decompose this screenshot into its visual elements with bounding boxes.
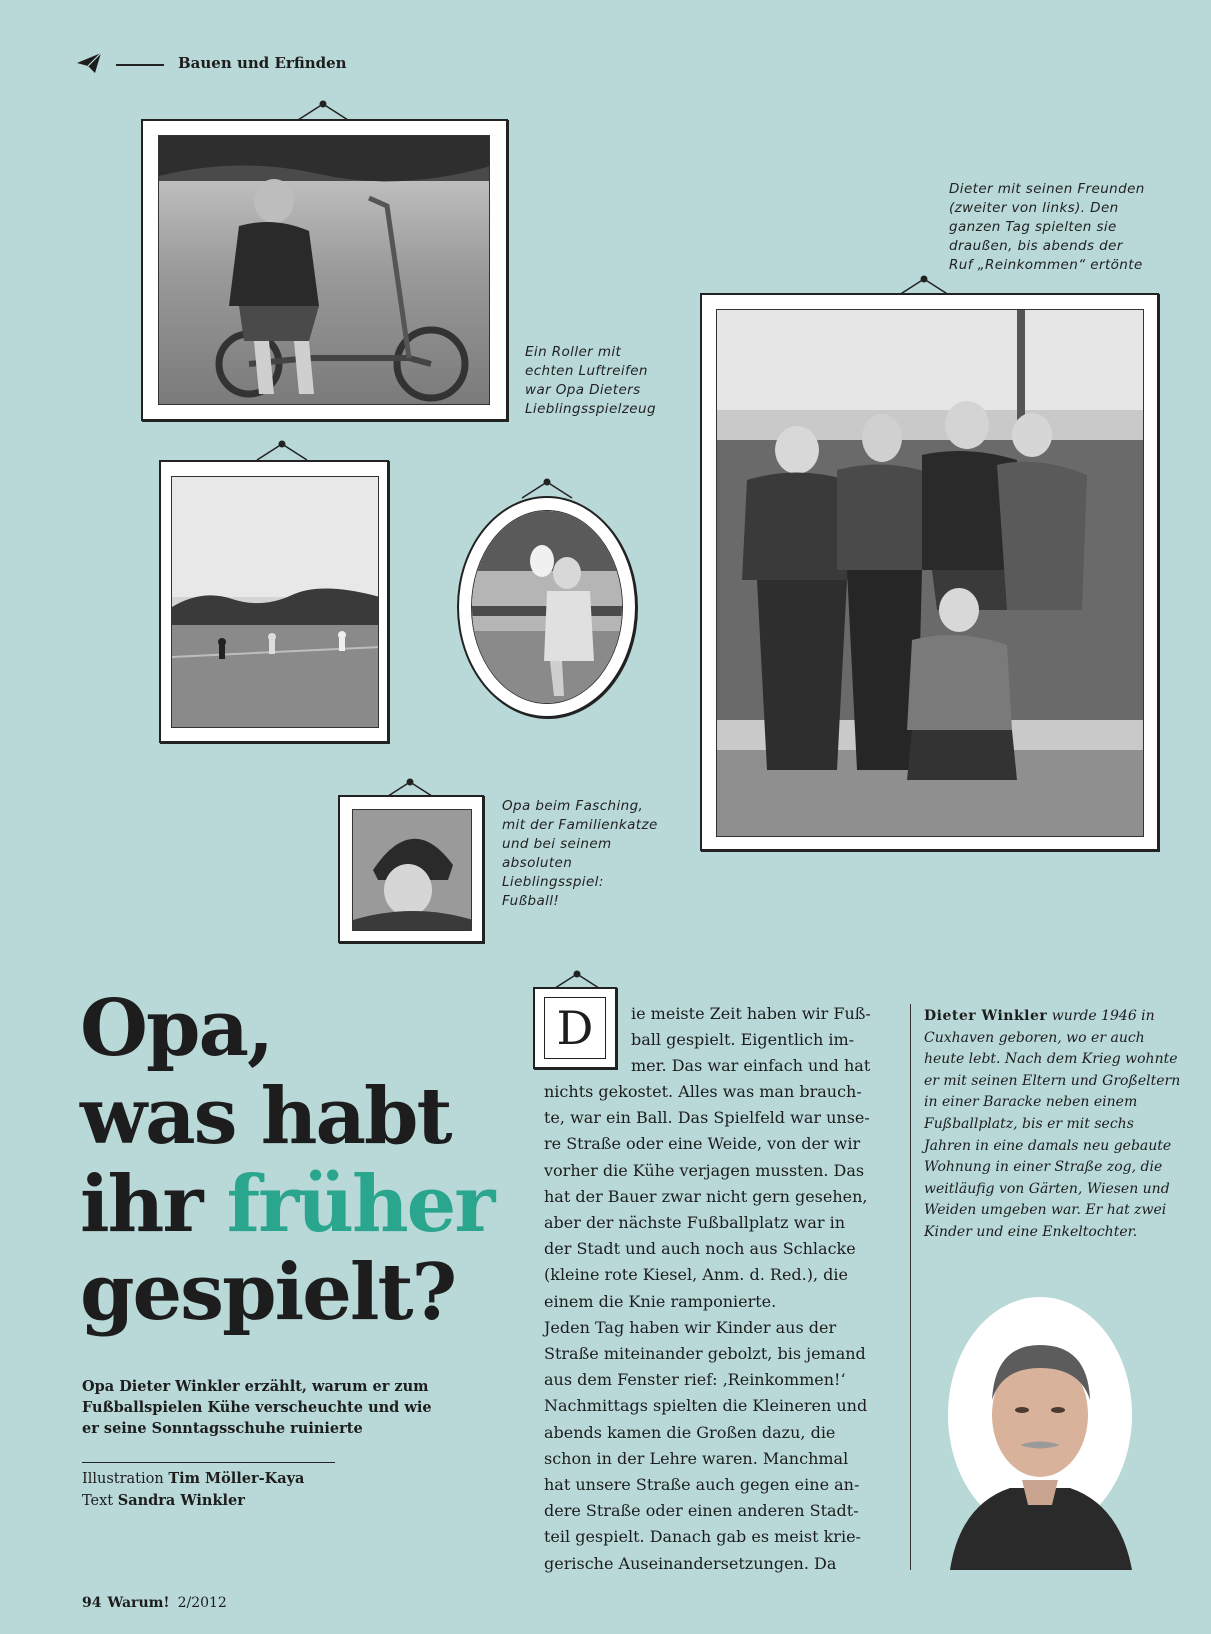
magazine-name: Warum! xyxy=(107,1595,170,1611)
lead-paragraph: Opa Dieter Winkler erzählt, warum er zum Fußballspielen Kühe verscheuchte und wie er seine Sonntagsschuhe ruinierte xyxy=(82,1378,432,1437)
caption-roller: Ein Roller mit echten Luftreifen war Opa Dieters Lieblingsspielzeug xyxy=(525,344,656,417)
bio-box: Dieter Winkler wurde 1946 in Cuxhaven geboren, wo er auch heute lebt. Nach dem Krieg wohnte er mit seinen Eltern und Großeltern in einer Baracke neben einem Fußballplatz, bis er mit sechs Jahren in eine damals neu gebaute Wohnung in einer Straße zog, die weitläufig von Gärten, Wiesen und Weiden umgeben war. Er hat zwei Kinder und eine Enkeltochter. xyxy=(924,1008,1181,1240)
photo-frame-scooter xyxy=(141,119,508,421)
caption-fasching: Opa beim Fasching, mit der Familienkatze und bei seinem absoluten Lieblingsspiel: Fußball! xyxy=(502,798,658,909)
article-body: nichts gekostet. Alles was man brauch- te, war ein Ball. Das Spielfeld war unse- re Straße oder eine Weide, von der wir vorher die Kühe verjagen mussten. Das hat der Bauer zwar nicht gern gesehen, aber der nächste Fußballplatz war in der Stadt und auch noch aus Schlacke (kleine rote Kiesel, Anm. d. Red.), die einem die Knie ramponierte. Jeden Tag haben wir Kinder aus der Straße miteinander gebolzt, bis jemand aus dem Fenster rief: ‚Reinkommen!‘ Nachmittags spielten die Kleineren und abends kamen die Großen dazu, die schon in der Lehre waren. Manchmal hat unsere Straße auch gegen eine an- dere Straße oder einen anderen Stadt- teil gespielt. Danach gab es meist krie- gerische Auseinandersetzungen. Da xyxy=(544,1082,870,1573)
page-number: 94 xyxy=(82,1595,102,1611)
photo-boy-on-scooter xyxy=(158,135,490,405)
credit-rule xyxy=(82,1462,335,1463)
issue-number: 2/2012 xyxy=(177,1595,227,1611)
dropcap-frame xyxy=(533,987,617,1069)
dropcap-letter: D xyxy=(544,997,606,1059)
photo-child-with-cat xyxy=(471,510,623,704)
article-first-lines: ie meiste Zeit haben wir Fuß- ball gespielt. Eigentlich im- mer. Das war einfach und hat xyxy=(631,1004,871,1076)
photo-fasching-child xyxy=(352,809,472,931)
photo-football-field xyxy=(171,476,379,728)
frame-hook xyxy=(255,440,309,462)
photo-dieter-with-friends xyxy=(716,309,1144,837)
section-title: Bauen und Erfinden xyxy=(178,54,347,72)
photo-frame-fasching xyxy=(338,795,484,943)
column-rule xyxy=(910,1004,911,1570)
headline-accent-word: früher xyxy=(226,1159,494,1250)
page-footer xyxy=(82,1595,227,1611)
photo-frame-friends xyxy=(700,293,1159,851)
photo-frame-field xyxy=(159,460,389,743)
headline: Opa, was habt ihr früher gespielt? xyxy=(80,983,494,1338)
header-rule xyxy=(116,64,164,66)
credits: Illustration Tim Möller-Kaya Text Sandra Winkler xyxy=(82,1470,305,1509)
photo-frame-cat xyxy=(457,496,637,718)
paper-plane-icon xyxy=(76,52,102,74)
caption-friends: Dieter mit seinen Freunden (zweiter von links). Den ganzen Tag spielten sie draußen, bis abends der Ruf „Reinkommen“ ertönte xyxy=(949,181,1145,273)
portrait-dieter-winkler xyxy=(940,1290,1140,1570)
